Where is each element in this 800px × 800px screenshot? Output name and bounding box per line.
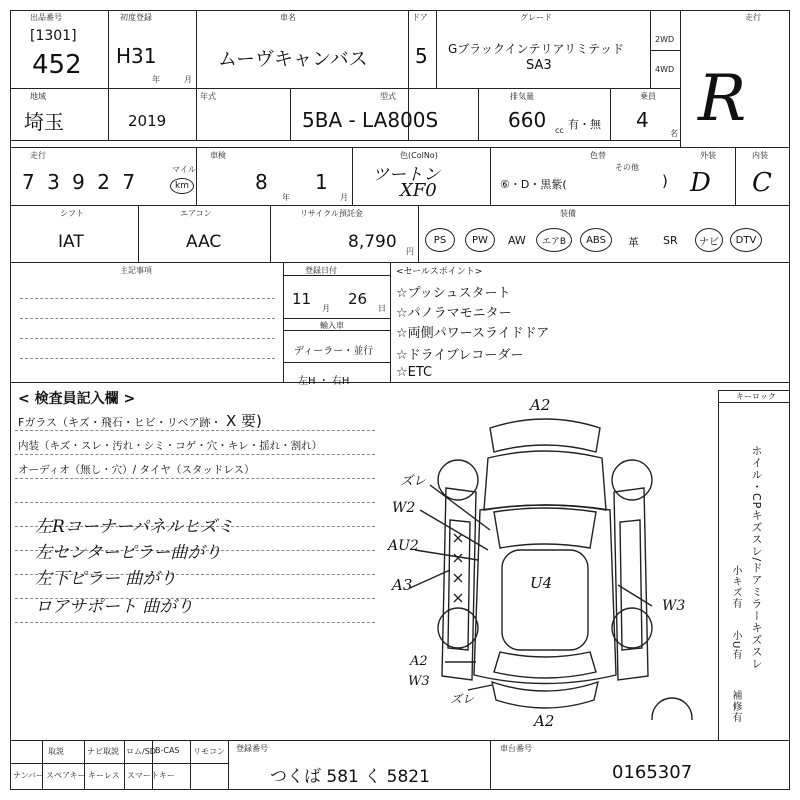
equip-ps (425, 228, 455, 252)
label-shift: シフト (60, 209, 84, 218)
frame-number: 0165307 (612, 762, 693, 783)
car-name: ムーヴキャンバス (218, 48, 368, 70)
glass-line: Fガラス（キズ・飛石・ヒビ・リペア跡・ (18, 416, 222, 429)
mark-w3-left: W3 (408, 674, 430, 689)
label-color: 色(ColNo) (400, 151, 438, 160)
mark-zure-2: ズレ (450, 692, 475, 706)
label-inspection: 車検 (210, 151, 226, 160)
side-text-1: ホイル・CPキズスレ/ドアミラーキズスレ (750, 445, 763, 671)
yen-unit: 円 (406, 247, 414, 256)
km-unit: km (175, 181, 189, 191)
footer-cell-spare-key: スペアキー (46, 771, 86, 780)
handwritten-note-2: 左センターピラー曲がり (35, 543, 222, 563)
label-model: 車名 (280, 13, 296, 22)
sales-point-1: ☆プッシュスタート (396, 286, 511, 301)
equip-navi (695, 228, 723, 252)
mark-a2-bottom: A2 (534, 712, 555, 730)
footer-cell-plate: ナンバー (13, 771, 45, 780)
label-first-reg: 初度登録 (120, 13, 152, 22)
equip-ps-label: PS (433, 234, 447, 246)
label-color-change: 色替 (590, 151, 606, 160)
label-ac: エアコン (180, 209, 212, 218)
rating-mark: R (698, 62, 747, 136)
int-grade: C (752, 168, 772, 198)
label-doors: ドア (412, 13, 428, 22)
mark-a2-top: A2 (530, 396, 551, 414)
equip-dtv (730, 228, 762, 252)
footer-cell-keyless: キーレス (88, 771, 120, 780)
model-year: 2019 (128, 112, 167, 130)
month-unit: 月 (184, 75, 192, 84)
ac: AAC (186, 232, 222, 252)
label-exhibit: 出品番号 (30, 13, 62, 22)
seat-unit: 名 (670, 129, 678, 138)
mark-u4: U4 (530, 574, 553, 592)
mileage: 7 3 9 2 7 (22, 170, 139, 194)
label-model-code: 型式 (380, 92, 396, 101)
drive-2wd: 2WD (655, 35, 675, 44)
equip-navi-label: ナビ (699, 236, 719, 248)
grade-line1: Gブラックインテリアリミテッド (448, 42, 624, 56)
label-reg-date: 登録日付 (305, 266, 337, 275)
inspect-year: 8 (255, 170, 268, 194)
mark-w3-right: W3 (662, 598, 686, 614)
label-mileage: 走行 (30, 151, 46, 160)
label-cc: 排気量 (510, 92, 534, 101)
handwritten-note-4: ロアサポート 曲がり (35, 597, 194, 617)
footer-cell-navi-manual: ナビ取説 (87, 747, 119, 756)
recycle-fee: 8,790 (348, 232, 397, 252)
label-km: 走行 (745, 13, 761, 22)
label-equipment: 装備 (560, 209, 576, 218)
interior-line: 内装（キズ・スレ・汚れ・シミ・コゲ・穴・キレ・揺れ・割れ） (18, 440, 323, 452)
mark-au2: AU2 (388, 538, 419, 554)
handle-side: 左H ・ 右H (298, 376, 350, 387)
sales-point-3: ☆両側パワースライドドア (396, 326, 550, 341)
footer-cell-bcas: B-CAS (155, 746, 180, 755)
handwritten-note-1: 左Rコーナーパネルヒズミ (35, 517, 234, 537)
equip-pw (465, 228, 495, 252)
km-circle (170, 178, 194, 194)
side-text-4: 補修有 (730, 690, 741, 723)
mark-zure: ズレ (400, 474, 427, 489)
reg-day: 26 (348, 290, 368, 308)
label-grade: グレード (520, 13, 552, 22)
glass-mark: X 要) (226, 412, 262, 430)
grade-line2: SA3 (526, 58, 552, 73)
import-type: ディーラー・並行 (294, 346, 374, 357)
mark-a3: A3 (392, 576, 413, 594)
label-exterior: 外装 (700, 151, 716, 160)
label-recycle: リサイクル預託金 (300, 209, 363, 218)
label-seats: 乗員 (640, 92, 656, 101)
displacement: 660 (508, 108, 547, 132)
color-change: ⑥・D・黒紫( (500, 178, 567, 191)
inspect-year-unit: 年 (282, 193, 290, 202)
label-frame: 車台番号 (500, 744, 532, 753)
car-diagram (380, 400, 720, 720)
color-code: XF0 (400, 180, 437, 201)
footer-cell-remote: リモコン (193, 747, 225, 756)
plate-number: つくば 581 く 5821 (270, 767, 430, 787)
equip-dtv-label: DTV (735, 234, 757, 246)
sales-point-2: ☆パノラマモニター (396, 306, 512, 321)
equip-abs (580, 228, 612, 252)
lot-prefix: [1301] (30, 28, 77, 44)
model-code: 5BA - LA800S (302, 108, 439, 132)
lot-number: 452 (32, 50, 82, 80)
other-label: その他 (615, 163, 639, 172)
sales-point-5: ☆ETC (396, 365, 433, 380)
equip-abs-label: ABS (586, 234, 606, 246)
inspect-month: 1 (315, 170, 328, 194)
reg-day-unit: 日 (378, 304, 386, 313)
equip-aw: AW (508, 234, 526, 247)
reg-month-unit: 月 (322, 304, 330, 313)
color-text: ツートン (372, 165, 440, 185)
side-text-3: 小U有 (730, 630, 741, 661)
audio-line: オーディオ（無し・穴）/ タイヤ（スタッドレス） (18, 464, 255, 476)
equip-airbag (536, 228, 572, 252)
key-label: キーロック (736, 392, 776, 401)
equip-leather: 革 (628, 236, 639, 249)
door-count: 5 (415, 44, 428, 68)
era-year: H31 (116, 44, 157, 68)
yes-no: 有・無 (568, 118, 601, 131)
shift: IAT (58, 232, 84, 252)
ext-grade: D (690, 168, 711, 198)
footer-cell-smart-key: スマートキー (127, 771, 175, 780)
cc-unit: cc (555, 126, 564, 135)
mark-w2: W2 (392, 500, 416, 516)
label-plate: 登録番号 (236, 744, 268, 753)
mileage-unit-top: マイル (172, 165, 196, 174)
equip-airbag-label: エアB (541, 236, 567, 247)
label-import: 輸入車 (320, 321, 344, 330)
close-paren: ) (662, 172, 668, 190)
inspection-title: < 検査員記入欄 > (18, 391, 136, 407)
reg-month: 11 (292, 290, 312, 308)
inspect-month-unit: 月 (340, 193, 348, 202)
year-unit: 年 (152, 75, 160, 84)
footer-cell-rom: ロム/SD (126, 747, 156, 756)
handwritten-note-3: 左下ピラー 曲がり (35, 569, 177, 589)
mark-a2-left: A2 (410, 654, 428, 669)
equip-pw-label: PW (472, 234, 488, 246)
footer-cell-manual: 取説 (48, 747, 64, 756)
label-region: 地域 (30, 92, 46, 101)
label-interior: 内装 (752, 151, 768, 160)
seats: 4 (636, 108, 649, 132)
region: 埼玉 (24, 110, 64, 134)
label-year-type: 年式 (200, 92, 216, 101)
equip-sr: SR (663, 234, 678, 247)
drive-4wd: 4WD (655, 65, 675, 74)
sales-point-4: ☆ドライブレコーダー (396, 348, 524, 363)
label-sales: <セールスポイント> (396, 267, 483, 277)
side-text-2: 小キズ有 (730, 565, 741, 609)
label-notes: 主記事項 (120, 266, 152, 275)
